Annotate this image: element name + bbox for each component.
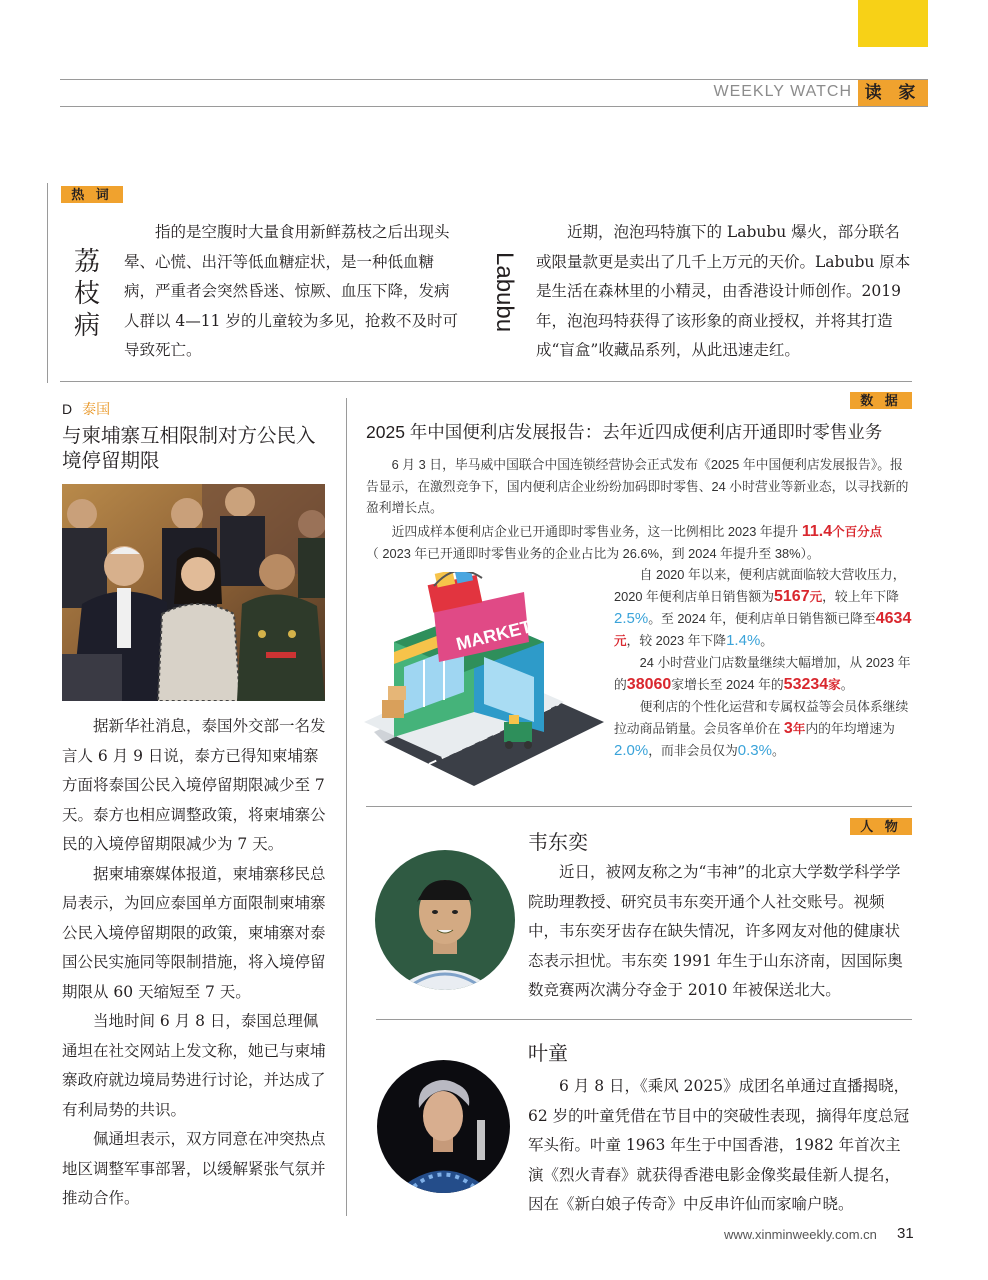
hot-words-tag: 热 词 [61,186,123,203]
lizhi-definition [124,218,458,366]
stat-stores-paragraph [614,652,914,696]
report-instant-retail [366,521,914,544]
person-name-wei: 韦东奕 [528,832,588,854]
avatar-ye-tong [377,1060,510,1193]
country-name: 泰国 [82,401,111,417]
stat-text: 。 [771,743,785,758]
labubu-definition [536,218,914,366]
labubu-term-text: Labubu [491,252,518,333]
thailand-news-photo [62,484,325,701]
report-stats [614,564,914,762]
lizhi-text: 指的是空腹时大量食用新鲜荔枝之后出现头晕、心慌、出汗等低血糖症状，是一种低血糖病，严重者会突然昏迷、惊厥、血压下降，发病人群以 4—11 岁的儿童较为多见，抢救不及时可导致死亡。 [124,223,458,359]
stat-text: 。 [760,632,774,648]
thailand-headline: 与柬埔寨互相限制对方公民入境停留期限 [62,425,316,472]
stat-nonmember-growth: 0.3% [737,742,772,759]
stat-text: 自 2020 年以来，便利店就面临较大营收压力，2020 年便利店单日销售额为 [614,567,906,604]
column-divider [346,398,347,1216]
thailand-paragraph: 据柬埔寨媒体报道，柬埔寨移民总局表示，为回应泰国单方面限制柬埔寨公民入境停留期限的政策，柬埔寨对泰国公民实施同等限制措施，将入境停留期限从 60 天缩短至 7 天。 [62,864,326,1001]
avatar-wei-dongyi [375,850,515,990]
stat-text: 。至 2024 年，便利店单日销售额已降至 [648,611,876,626]
report-p2-note: （ 2023 年已开通即时零售业务的企业占比为 26.6%，到 2024 年提升至 38%）。 [366,546,820,561]
labubu-term [478,252,518,342]
section-divider [60,381,912,382]
stat-stores-2024: 53234 [783,675,829,693]
stat-decline-2020: 2.5% [614,610,649,627]
weekly-watch-label: WEEKLY WATCH [713,83,852,100]
thailand-label [62,399,110,419]
people-divider [376,1019,912,1020]
market-illustration [364,572,604,786]
hotwords-left-rule [47,183,48,383]
wei-text: 近日，被网友称之为“韦神”的北京大学数学科学学院助理教授、研究员韦东奕开通个人社交账号。视频中，韦东奕牙齿存在缺失情况，许多网友对他的健康状态表示担忧。韦东奕 1991 年生于山东济南，因国际奥数竞赛两次满分夺金于 2010 年被保送北大。 [528,863,903,999]
page-number: 31 [897,1225,914,1242]
report-headline: 2025 年中国便利店发展报告：去年近四成便利店开通即时零售业务 [366,422,883,442]
header-rule-bottom [60,106,928,107]
footer-url[interactable]: www.xinminweekly.com.cn [724,1227,877,1242]
header-rule-top [60,79,928,80]
report-p2-text: 近四成样本便利店企业已开通即时零售业务，这一比例相比 2023 年提升 [391,523,799,539]
stat-text: 24 小时营业门店数量继续大幅增加，从 2023 年的 [614,655,911,692]
report-intro [366,454,914,565]
person-name-ye: 叶童 [528,1043,568,1065]
person-bio-ye [528,1072,914,1220]
stat-stores-2023: 38060 [626,675,672,693]
thailand-paragraph: 当地时间 6 月 8 日，泰国总理佩通坦在社交网站上发文称，她已与柬埔寨政府就边境局势进行讨论，并达成了有利局势的共识。 [62,1012,326,1119]
stat-text: ，较上年下降 [822,588,899,604]
thailand-article [62,712,332,1214]
stat-text: 内的年均增速为 [805,720,895,736]
stat-decline-2024: 1.4% [726,631,761,649]
stat-unit: 元 [614,633,627,648]
column-letter: D [62,401,73,417]
thailand-paragraph: 据新华社消息，泰国外交部一名发言人 6 月 9 日说，泰方已得知柬埔寨方面将泰国公民入境停留期限减少至 7 天。泰方也相应调整政策，将柬埔寨公民的入境停留期限减少为 7 天。 [62,717,326,853]
data-people-divider [366,806,912,807]
market-sign-text: MARKET [454,616,534,655]
stat-unit: 个百分点 [832,524,883,539]
stat-members-paragraph [614,696,914,762]
stat-percentage-points: 11.4 [801,522,833,540]
stat-sales-2024: 4634 [875,610,912,627]
people-tag: 人 物 [850,818,912,835]
stat-years: 3 [783,719,793,737]
data-tag: 数 据 [850,392,912,409]
ye-text: 6 月 8 日，《乘风 2025》成团名单通过直播揭晓，62 岁的叶童凭借在节目中的突破性表现，摘得年度总冠军头衔。叶童 1963 年生于中国香港，1982 年首次主演《烈火青春》就获得香港电影金像奖最佳新人提名，因在《新白娘子传奇》中反串许仙而家喻户晓。 [528,1077,910,1213]
stat-unit: 年 [792,721,806,736]
stat-unit: 家 [828,677,841,692]
person-bio-wei [528,858,914,1006]
section-label: 读 家 [858,80,928,106]
lizhi-term: 荔枝病 [74,247,101,341]
stat-sales-2020: 5167 [774,587,810,605]
stat-sales-paragraph [614,564,914,652]
thailand-paragraph: 佩通坦表示，双方同意在冲突热点地区调整军事部署，以缓解紧张气氛并推动合作。 [62,1130,326,1207]
stat-text: 便利店的个性化运营和专属权益等会员体系继续拉动商品销量。会员客单价在 [614,699,909,736]
stat-text: 家增长至 2024 年的 [671,676,784,692]
corner-color-block [858,0,928,47]
stat-member-growth: 2.0% [614,742,649,759]
labubu-text: 近期，泡泡玛特旗下的 Labubu 爆火，部分联名或限量款更是卖出了几千上万元的天价。Labubu 原本是生活在森林里的小精灵，由香港设计师创作。2019 年，泡泡玛特获得了该形象的商业授权，并将其打造成“盲盒”收藏品系列，从此迅速走红。 [536,223,911,359]
stat-unit: 元 [809,589,823,604]
report-intro-text: 6 月 3 日，毕马威中国联合中国连锁经营协会正式发布《2025 年中国便利店发展报告》。报告显示，在激烈竞争下，国内便利店企业纷纷加码即时零售、24 小时营业等新业态，以寻找新的盈利增长点。 [366,457,909,515]
stat-text: ，较 2023 年下降 [626,632,727,648]
stat-text: 。 [840,676,854,692]
stat-text: ，而非会员仅为 [648,743,738,758]
